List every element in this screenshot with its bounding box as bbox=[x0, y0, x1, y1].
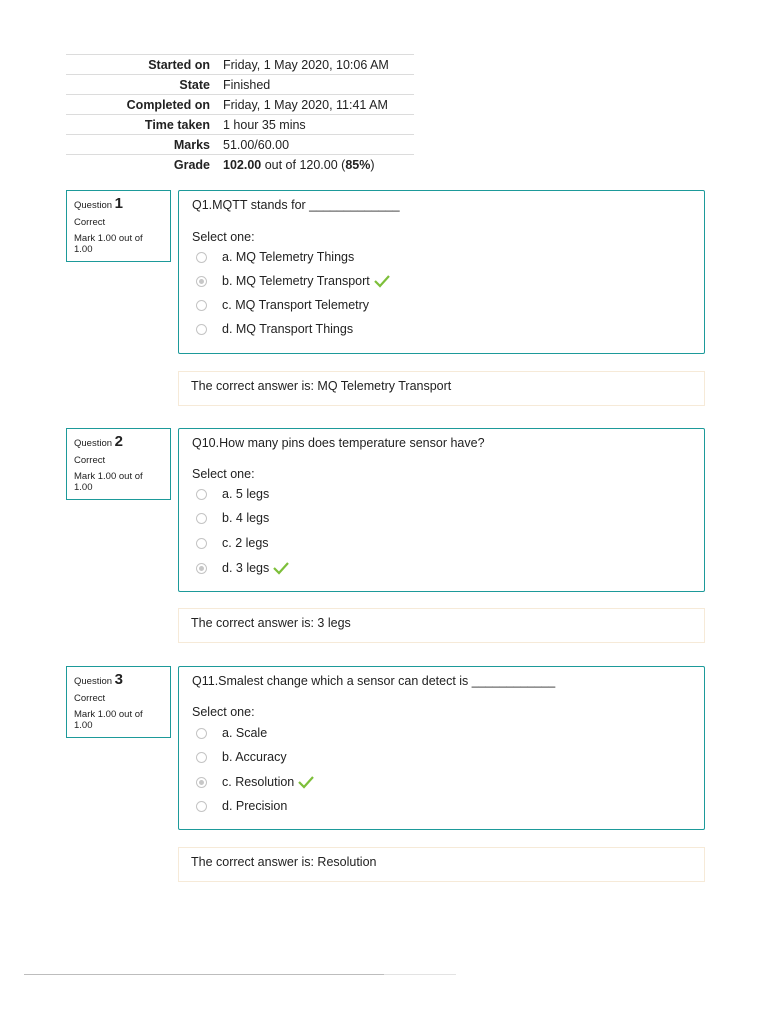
page-divider bbox=[24, 974, 384, 975]
option-label: a. MQ Telemetry Things bbox=[222, 250, 355, 264]
summary-row bbox=[66, 135, 414, 155]
question-mark: Mark 1.00 out of 1.00 bbox=[74, 471, 143, 493]
answer-option-d[interactable] bbox=[196, 796, 287, 816]
radio-button[interactable] bbox=[196, 489, 207, 500]
summary-label: Marks bbox=[66, 135, 223, 155]
select-one-prompt: Select one: bbox=[192, 230, 255, 244]
question-number: 2 bbox=[114, 433, 124, 450]
question-mark: Mark 1.00 out of 1.00 bbox=[74, 709, 143, 731]
question-number: 1 bbox=[114, 195, 124, 212]
option-label: b. Accuracy bbox=[222, 750, 287, 764]
summary-label: State bbox=[66, 75, 223, 95]
radio-button-selected[interactable] bbox=[196, 276, 207, 287]
grade-score: 102.00 bbox=[223, 157, 262, 172]
option-label: a. 5 legs bbox=[222, 487, 270, 501]
feedback-box-1: The correct answer is: MQ Telemetry Transport bbox=[178, 371, 705, 406]
answer-option-b[interactable] bbox=[196, 271, 390, 291]
answer-option-c[interactable] bbox=[196, 295, 369, 315]
summary-row bbox=[66, 55, 414, 75]
question-number: 3 bbox=[114, 671, 124, 688]
grade-percent: 85% bbox=[345, 157, 371, 172]
question-text: Q1.MQTT stands for _____________ bbox=[192, 198, 400, 212]
question-state: Correct bbox=[74, 217, 106, 228]
summary-value: Finished bbox=[223, 75, 414, 95]
option-label: a. Scale bbox=[222, 726, 268, 740]
radio-button-selected[interactable] bbox=[196, 563, 207, 574]
radio-button[interactable] bbox=[196, 728, 207, 739]
grade-label: Grade bbox=[66, 155, 223, 175]
checkmark-icon bbox=[298, 775, 314, 789]
summary-value: 51.00/60.00 bbox=[223, 135, 414, 155]
grade-total: out of 120.00 ( bbox=[261, 157, 346, 172]
answer-option-c[interactable] bbox=[196, 772, 314, 792]
answer-option-d[interactable] bbox=[196, 558, 289, 578]
question-text: Q10.How many pins does temperature sensor have? bbox=[192, 436, 485, 450]
summary-label: Started on bbox=[66, 55, 223, 75]
radio-button[interactable] bbox=[196, 252, 207, 263]
feedback-box-2: The correct answer is: 3 legs bbox=[178, 608, 705, 643]
question-info-3 bbox=[66, 666, 171, 738]
option-label: c. MQ Transport Telemetry bbox=[222, 298, 370, 312]
option-label: d. MQ Transport Things bbox=[222, 322, 354, 336]
summary-value: Friday, 1 May 2020, 10:06 AM bbox=[223, 55, 414, 75]
answer-option-b[interactable] bbox=[196, 508, 269, 528]
summary-label: Time taken bbox=[66, 115, 223, 135]
checkmark-icon bbox=[273, 561, 289, 575]
summary-row bbox=[66, 95, 414, 115]
answer-option-a[interactable] bbox=[196, 247, 354, 267]
option-label: c. Resolution bbox=[222, 775, 295, 789]
option-label: d. 3 legs bbox=[222, 561, 270, 575]
select-one-prompt: Select one: bbox=[192, 705, 255, 719]
question-state: Correct bbox=[74, 693, 106, 704]
radio-button[interactable] bbox=[196, 324, 207, 335]
radio-button[interactable] bbox=[196, 752, 207, 763]
summary-label: Completed on bbox=[66, 95, 223, 115]
question-text: Q11.Smalest change which a sensor can detect is ____________ bbox=[192, 674, 556, 688]
option-label: b. 4 legs bbox=[222, 511, 270, 525]
page-divider-faded bbox=[384, 974, 456, 975]
answer-option-c[interactable] bbox=[196, 533, 269, 553]
option-label: d. Precision bbox=[222, 799, 288, 813]
summary-value: 1 hour 35 mins bbox=[223, 115, 414, 135]
select-one-prompt: Select one: bbox=[192, 467, 255, 481]
grade-close: ) bbox=[370, 157, 375, 172]
question-word: Question bbox=[74, 200, 113, 211]
question-word: Question bbox=[74, 438, 113, 449]
question-info-1 bbox=[66, 190, 171, 262]
radio-button-selected[interactable] bbox=[196, 777, 207, 788]
summary-row-grade bbox=[66, 155, 414, 175]
summary-value: Friday, 1 May 2020, 11:41 AM bbox=[223, 95, 414, 115]
answer-option-a[interactable] bbox=[196, 723, 267, 743]
radio-button[interactable] bbox=[196, 801, 207, 812]
radio-button[interactable] bbox=[196, 513, 207, 524]
radio-button[interactable] bbox=[196, 538, 207, 549]
question-mark: Mark 1.00 out of 1.00 bbox=[74, 233, 143, 255]
grade-value bbox=[223, 155, 414, 175]
radio-button[interactable] bbox=[196, 300, 207, 311]
question-word: Question bbox=[74, 676, 113, 687]
answer-option-b[interactable] bbox=[196, 747, 287, 767]
option-label: c. 2 legs bbox=[222, 536, 269, 550]
question-box-3 bbox=[178, 666, 705, 830]
option-label: b. MQ Telemetry Transport bbox=[222, 274, 370, 288]
answer-option-a[interactable] bbox=[196, 484, 269, 504]
attempt-summary-table bbox=[66, 54, 414, 174]
answer-option-d[interactable] bbox=[196, 319, 353, 339]
feedback-box-3: The correct answer is: Resolution bbox=[178, 847, 705, 882]
question-box-1 bbox=[178, 190, 705, 354]
summary-row bbox=[66, 115, 414, 135]
summary-row bbox=[66, 75, 414, 95]
checkmark-icon bbox=[374, 274, 390, 288]
question-state: Correct bbox=[74, 455, 106, 466]
question-box-2 bbox=[178, 428, 705, 592]
question-info-2 bbox=[66, 428, 171, 500]
